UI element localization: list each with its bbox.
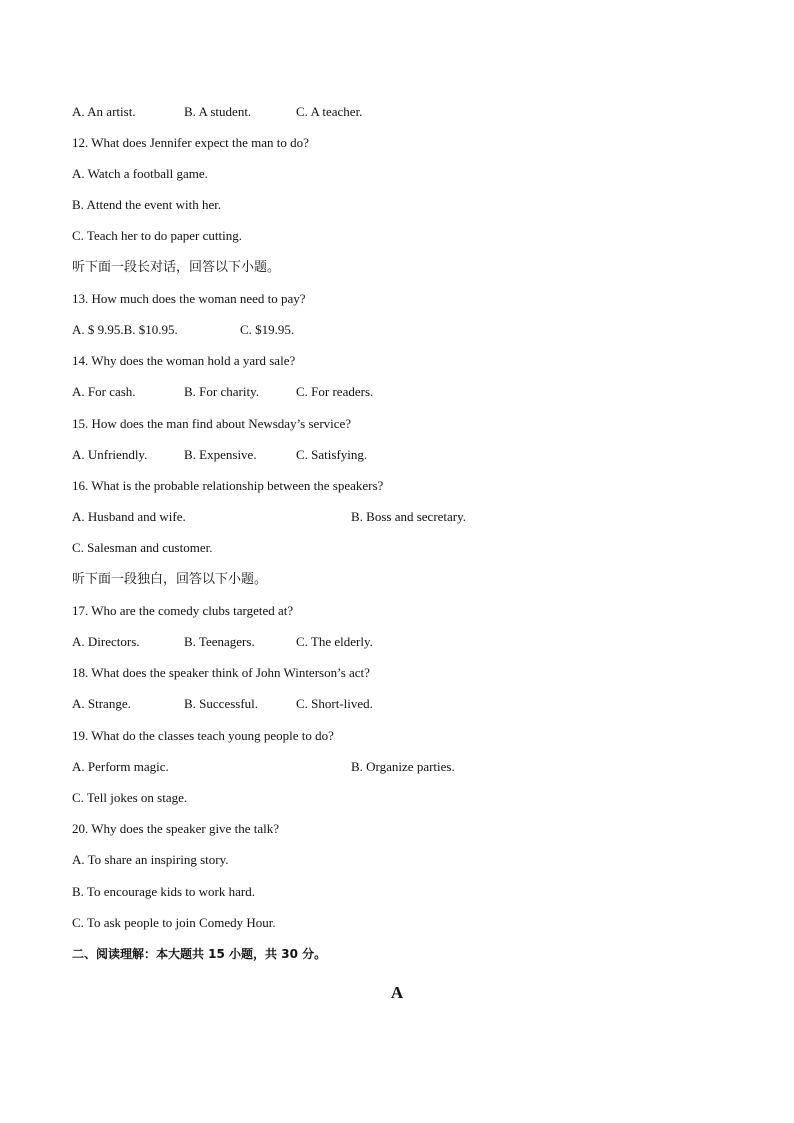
q18-option-c: C. Short-lived. (296, 696, 373, 711)
q15-option-c: C. Satisfying. (296, 447, 368, 462)
q16-question: 16. What is the probable relationship between the speakers? (72, 478, 384, 493)
q15-option-a: A. Unfriendly. (72, 447, 148, 462)
q14-option-a: A. For cash. (72, 384, 136, 399)
q12-question: 12. What does Jennifer expect the man to do? (72, 135, 309, 150)
q11-option-b: B. A student. (184, 104, 252, 119)
q18-question: 18. What does the speaker think of John Winterson’s act? (72, 665, 370, 680)
q16-option-a: A. Husband and wife. (72, 509, 186, 524)
q20-question: 20. Why does the speaker give the talk? (72, 821, 279, 836)
q19-question: 19. What do the classes teach young people to do? (72, 728, 334, 743)
q12-option-b: B. Attend the event with her. (72, 197, 222, 212)
q14-option-c: C. For readers. (296, 384, 374, 399)
q20-option-c: C. To ask people to join Comedy Hour. (72, 915, 276, 930)
q13-option-c: C. $19.95. (240, 322, 295, 337)
q17-option-a: A. Directors. (72, 634, 140, 649)
q18-option-b: B. Successful. (184, 696, 259, 711)
section-title-reading: 二、阅读理解：本大题共 15 小题，共 30 分。 (72, 947, 327, 961)
q11-option-c: C. A teacher. (296, 104, 363, 119)
q15-question: 15. How does the man find about Newsday’s service? (72, 416, 352, 431)
q19-option-a: A. Perform magic. (72, 759, 169, 774)
q20-option-a: A. To share an inspiring story. (72, 852, 229, 867)
q14-option-b: B. For charity. (184, 384, 259, 399)
q20-option-b: B. To encourage kids to work hard. (72, 884, 255, 899)
q17-question: 17. Who are the comedy clubs targeted at? (72, 603, 294, 618)
q19-option-c: C. Tell jokes on stage. (72, 790, 188, 805)
q18-option-a: A. Strange. (72, 696, 131, 711)
q11-option-a: A. An artist. (72, 104, 136, 119)
q19-option-b: B. Organize parties. (351, 759, 455, 774)
q17-option-b: B. Teenagers. (184, 634, 255, 649)
instruction-long-dialogue: 听下面一段长对话，回答以下小题。 (72, 260, 281, 275)
q13-option-ab: A. $ 9.95.B. $10.95. (72, 322, 178, 337)
q16-option-b: B. Boss and secretary. (351, 509, 467, 524)
q16-option-c: C. Salesman and customer. (72, 540, 213, 555)
q14-question: 14. Why does the woman hold a yard sale? (72, 353, 296, 368)
q17-option-c: C. The elderly. (296, 634, 373, 649)
q15-option-b: B. Expensive. (184, 447, 257, 462)
q13-question: 13. How much does the woman need to pay? (72, 291, 306, 306)
instruction-monologue: 听下面一段独白，回答以下小题。 (72, 572, 268, 587)
passage-label: A (390, 983, 404, 1002)
q12-option-c: C. Teach her to do paper cutting. (72, 228, 242, 243)
q12-option-a: A. Watch a football game. (72, 166, 208, 181)
